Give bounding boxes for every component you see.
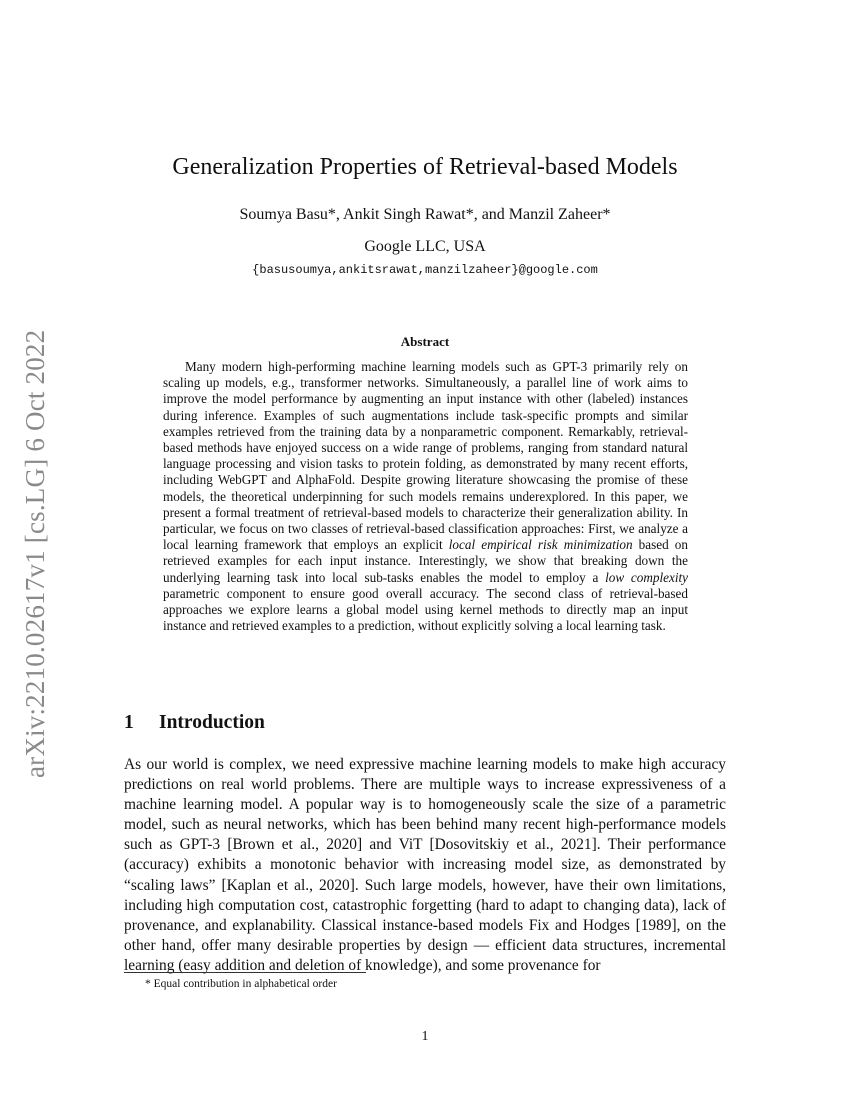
- abstract-heading: Abstract: [400, 334, 450, 349]
- section-title: Introduction: [159, 712, 265, 733]
- arxiv-identifier-text: arXiv:2210.02617v1 [cs.LG] 6 Oct 2022: [20, 329, 50, 778]
- footnote: * Equal contribution in alphabetical order: [145, 978, 337, 990]
- paper-title: Generalization Properties of Retrieval-based Models: [172, 154, 678, 180]
- abstract-text-part-1: Many modern high-performing machine learning models such as GPT-3 primarily rely on scaling up models, e.g., transformer networks. Simultaneously, a parallel line of work aims to improve the model performance by augmenting an input instance with other (labeled) instances during inference. Examples of such augmentations include task-specific prompts and similar examples retrieved from the training data by a nonparametric component. Remarkably, retrieval-based methods have enjoyed success on a wide range of problems, ranging from standard natural language processing and vision tasks to protein folding, as demonstrated by many recent efforts, including WebGPT and AlphaFold. Despite growing literature showcasing the promise of these models, the theoretical underpinning for such models remains underexplored. In this paper, we present a formal treatment of retrieval-based models to characterize their generalization ability. In particular, we focus on two classes of retrieval-based classification approaches: First, we analyze a local learning framework that employs an explicit: [163, 359, 688, 553]
- abstract-text-part-2: based on retrieved examples for each input instance. Interestingly, we show that breaking down the underlying learning task into local sub-tasks enables the model to employ a: [163, 537, 688, 585]
- section-heading-introduction: [124, 710, 265, 736]
- section-number: 1: [124, 712, 134, 733]
- author-list: Soumya Basu*, Ankit Singh Rawat*, and Manzil Zaheer*: [239, 206, 611, 223]
- abstract-text: [163, 359, 688, 634]
- abstract-emphasis-local-erm: local empirical risk minimization: [448, 537, 633, 553]
- author-emails: {basusoumya,ankitsrawat,manzilzaheer}@google.com: [252, 263, 598, 277]
- abstract-emphasis-low-complexity: low complexity: [605, 569, 688, 585]
- arxiv-identifier-stamp: [20, 300, 50, 780]
- affiliation: Google LLC, USA: [364, 238, 486, 255]
- footnote-divider: [124, 972, 366, 973]
- introduction-paragraph: As our world is complex, we need expressive machine learning models to make high accuracy predictions on real world problems. There are multiple ways to increase expressiveness of a machine learning model. A popular way is to homogeneously scale the size of a parametric model, such as neural networks, which has been behind many recent high-performance models such as GPT-3 [Brown et al., 2020] and ViT [Dosovitskiy et al., 2021]. Their performance (accuracy) exhibits a monotonic behavior with increasing model size, as demonstrated by “scaling laws” [Kaplan et al., 2020]. Such large models, however, have their own limitations, including high computation cost, catastrophic forgetting (hard to adapt to changing data), lack of provenance, and explanability. Classical instance-based models Fix and Hodges [1989], on the other hand, offer many desirable properties by design — efficient data structures, incremental learning (easy addition and deletion of knowledge), and some provenance for: [124, 756, 726, 974]
- page-number: 1: [421, 1029, 429, 1044]
- abstract-text-part-3: parametric component to ensure good overall accuracy. The second class of retrieval-based approaches we explore learns a global model using kernel methods to directly map an input instance and retrieved examples to a prediction, without explicitly solving a local learning task.: [163, 585, 688, 634]
